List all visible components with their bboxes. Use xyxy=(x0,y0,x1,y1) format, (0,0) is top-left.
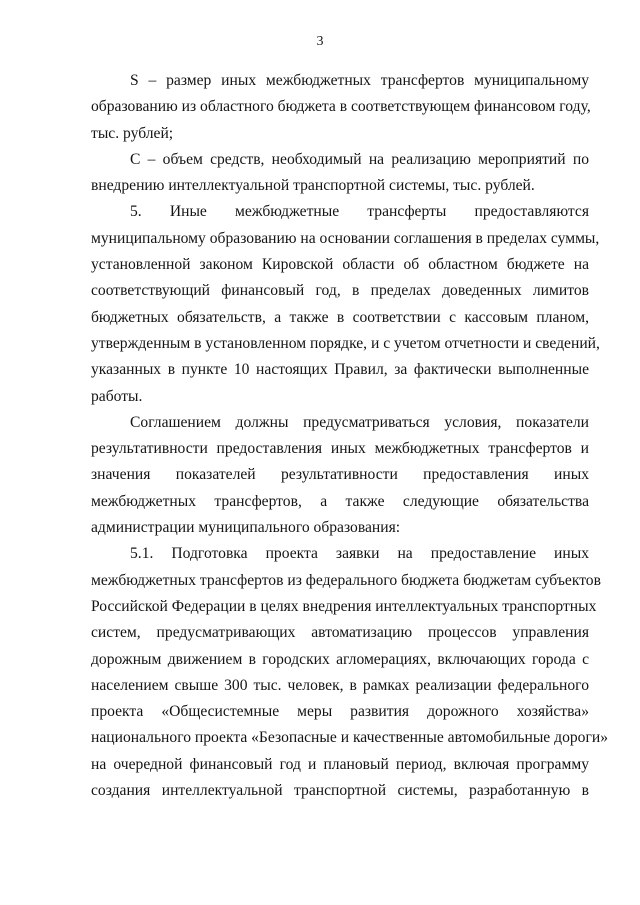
page-number: 3 xyxy=(316,34,324,49)
text-line: на очередной финансовый год и плановый период, включая программу xyxy=(91,755,589,773)
paragraph-s-definition xyxy=(91,68,589,147)
text-line: значения показателей результативности предоставления иных xyxy=(91,466,589,484)
text-line: национального проекта «Безопасные и качественные автомобильные дороги» xyxy=(91,729,608,747)
text-line: межбюджетных трансфертов, а также следующие обязательства xyxy=(91,492,589,510)
text-line: администрации муниципального образования: xyxy=(91,519,401,537)
text-line: Соглашением должны предусматриваться условия, показатели xyxy=(130,413,589,431)
text-line: образованию из областного бюджета в соответствующем финансовом году, xyxy=(91,98,591,116)
text-line: указанных в пункте 10 настоящих Правил, за фактически выполненные xyxy=(91,361,589,379)
text-line: бюджетных обязательств, а также в соответствии с кассовым планом, xyxy=(91,308,589,326)
text-line: результативности предоставления иных межбюджетных трансфертов и xyxy=(91,440,589,458)
paragraph-c-definition xyxy=(91,147,589,200)
text-line: внедрению интеллектуальной транспортной системы, тыс. рублей. xyxy=(91,177,535,195)
text-line: установленной законом Кировской области об областном бюджете на xyxy=(91,256,589,274)
text-line: соответствующий финансовый год, в пределах доведенных лимитов xyxy=(91,282,589,300)
text-line: создания интеллектуальной транспортной системы, разработанную в xyxy=(91,782,589,800)
paragraph-item-5-1 xyxy=(91,541,608,804)
text-line: S – размер иных межбюджетных трансфертов муниципальному xyxy=(130,72,589,89)
text-line: 5.1. Подготовка проекта заявки на предоставление иных xyxy=(130,545,589,563)
text-line: работы. xyxy=(91,387,143,405)
paragraph-agreement-conditions xyxy=(91,410,589,541)
text-line: Российской Федерации в целях внедрения интеллектуальных транспортных xyxy=(91,597,597,615)
text-line: дорожным движением в городских агломерациях, включающих города с xyxy=(91,650,589,668)
text-line: межбюджетных трансфертов из федерального бюджета бюджетам субъектов xyxy=(91,571,601,589)
text-line: систем, предусматривающих автоматизацию процессов управления xyxy=(91,624,589,642)
text-line: населением свыше 300 тыс. человек, в рамках реализации федерального xyxy=(91,676,589,694)
text-line: муниципальному образованию на основании соглашения в пределах суммы, xyxy=(91,229,600,247)
paragraph-item-5 xyxy=(91,199,600,409)
text-line: 5. Иные межбюджетные трансферты предоставляются xyxy=(130,203,589,221)
text-line: С – объем средств, необходимый на реализацию мероприятий по xyxy=(130,150,589,168)
document-body xyxy=(91,68,608,804)
text-line: тыс. рублей; xyxy=(91,124,174,142)
text-line: проекта «Общесистемные меры развития дорожного хозяйства» xyxy=(91,703,589,721)
text-line: утвержденным в установленном порядке, и с учетом отчетности и сведений, xyxy=(91,334,600,352)
